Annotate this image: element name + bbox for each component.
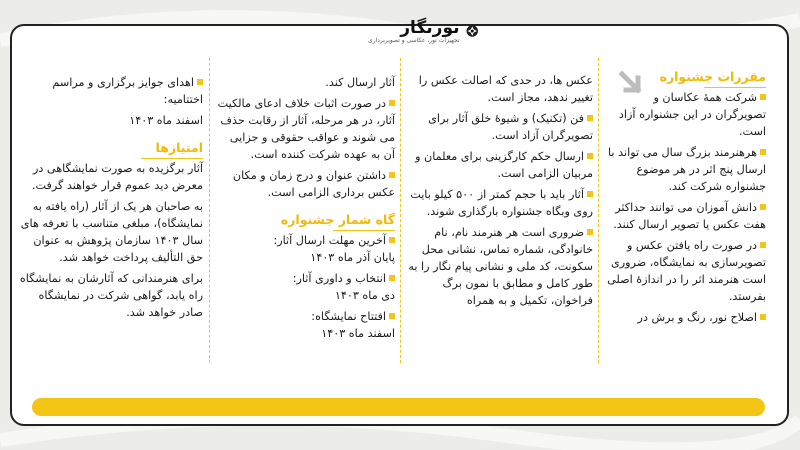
rules-continued-column bbox=[405, 72, 593, 313]
list-item: در صورت اثبات خلاف ادعای مالکیت آثار، در هر مرحله، آثار از رقابت حذف می شوند و عواقب حقوقی و جزایی آن به عهده شرکت کننده است. bbox=[217, 97, 395, 161]
list-item: آثار باید با حجم کمتر از ۵۰۰ کیلو بایت روی وبگاه جشنواره بارگذاری شوند. bbox=[410, 188, 593, 218]
brand-tagline: تجهیزات نور، عکاسی و تصویربرداری bbox=[368, 36, 460, 44]
list-item: اصلاح نور، رنگ و برش در bbox=[604, 309, 766, 326]
rules-title: مقررات جشنواره bbox=[604, 68, 766, 85]
list-item: برای هنرمندانی که آثارشان به نمایشگاه راه یابد، گواهی شرکت در نمایشگاه صادر خواهد شد. bbox=[19, 272, 203, 319]
column-separator bbox=[209, 58, 210, 363]
rules-column bbox=[604, 66, 766, 330]
column-separator bbox=[598, 58, 599, 363]
calendar-title: گاه شمار جشنواره bbox=[215, 211, 395, 228]
calendar-entry: افتتاح نمایشگاه: اسفند ماه ۱۴۰۳ bbox=[311, 310, 395, 340]
list-item: در صورت راه یافتن عکس و تصویرسازی به نمایشگاه، ضروری است هنرمند اثر را در اندازهٔ اصلی بفرستد. bbox=[607, 239, 766, 303]
brand-name: نورنگار bbox=[400, 17, 460, 38]
list-item: به صاحبان هر یک از آثار (راه یافته به نمایشگاه)، مبلغی متناسب با تعرفه های سال ۱۴۰۳ سازمان پژوهش به عنوان حق التألیف پرداخت خواهد شد. bbox=[20, 200, 203, 264]
list-item: ارسال حکم کارگزینی برای معلمان و مربیان الزامی است. bbox=[415, 150, 593, 180]
list-item: فن (تکنیک) و شیوهٔ خلق آثار برای تصویرگران آزاد است. bbox=[428, 112, 593, 142]
calendar-column bbox=[215, 74, 395, 346]
calendar-entry: انتخاب و داوری آثار: دی ماه ۱۴۰۳ bbox=[292, 272, 395, 302]
list-item: هرهنرمند بزرگ سال می تواند با ارسال پنج اثر در هر موضوع جشنواره شرکت کند. bbox=[608, 146, 766, 193]
bottom-accent-bar bbox=[32, 398, 765, 416]
list-item: ضروری است هر هنرمند نام، نام خانوادگی، شماره تماس، نشانی محل سکونت، کد ملی و نشانی پیام نگار را به طور کامل و مطابق با نمون برگ فراخوان، تکمیل و به همراه bbox=[408, 226, 593, 307]
column-separator bbox=[400, 58, 401, 363]
aperture-icon bbox=[466, 19, 479, 43]
privileges-title: امتیازها bbox=[18, 139, 203, 156]
calendar-entry: آخرین مهلت ارسال آثار: پایان آذر ماه ۱۴۰۳ bbox=[273, 234, 395, 264]
list-item: اسفند ماه ۱۴۰۳ bbox=[129, 114, 203, 127]
list-item: داشتن عنوان و درج زمان و مکان عکس برداری الزامی است. bbox=[232, 169, 395, 199]
list-item: اهدای جوایز برگزاری و مراسم اختتامیه: bbox=[52, 76, 203, 106]
list-item: دانش آموزان می توانند حداکثر هفت عکس یا تصویر ارسال کنند. bbox=[613, 201, 766, 231]
list-item: عکس ها، در حدی که اصالت عکس را تغییر ندهد، مجاز است. bbox=[418, 74, 593, 104]
list-item: شرکت همهٔ عکاسان و تصویرگران در این جشنواره آزاد است. bbox=[618, 91, 766, 138]
list-item: آثار برگزیده به صورت نمایشگاهی در معرض دید عموم قرار خواهند گرفت. bbox=[31, 162, 203, 192]
list-item: آثار ارسال کند. bbox=[325, 76, 395, 89]
privileges-column bbox=[18, 74, 203, 325]
brand-logo bbox=[368, 6, 478, 56]
